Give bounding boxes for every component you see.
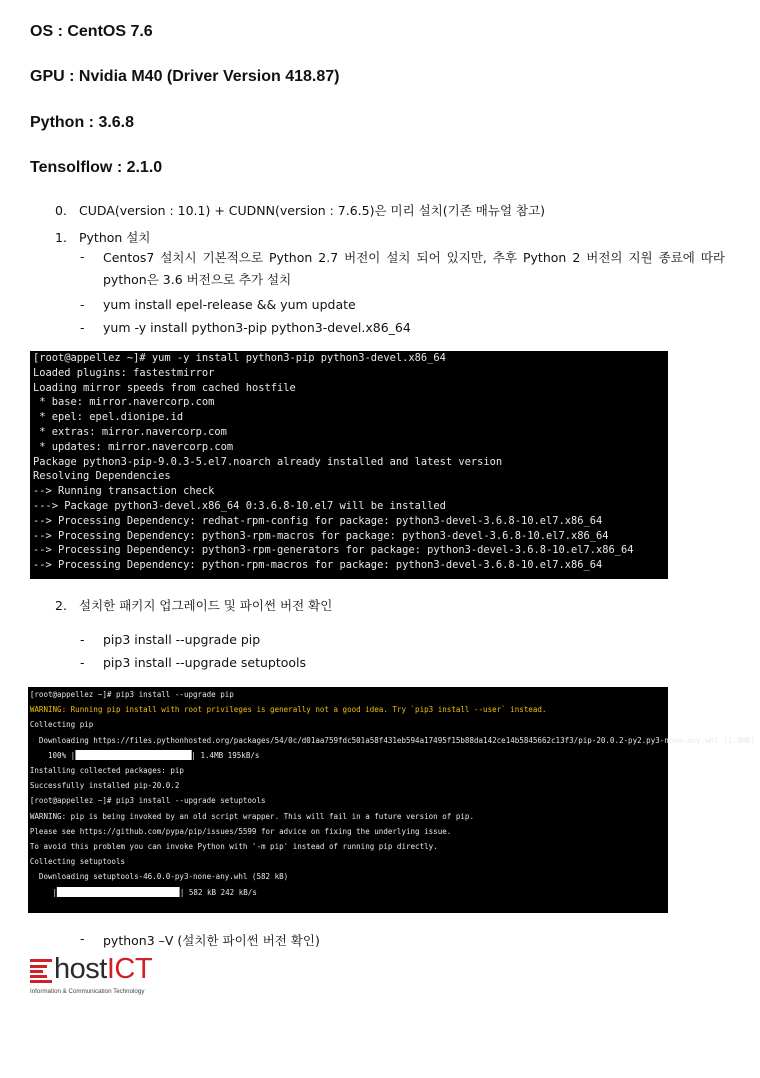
logo-wordmark: hostICT	[54, 953, 153, 985]
progress-bar	[75, 750, 191, 760]
step-number: 1.	[55, 230, 67, 245]
terminal-screenshot-yum	[30, 351, 668, 579]
step-2	[55, 596, 332, 614]
step-0	[55, 201, 545, 219]
terminal-progress-line	[28, 748, 623, 763]
terminal-line: * updates: mirror.navercorp.com	[33, 440, 234, 453]
terminal-line: [root@appellez ~]# pip3 install --upgrade setuptools	[29, 795, 266, 806]
terminal-line: Resolving Dependencies	[33, 470, 171, 483]
terminal-line: WARNING: pip is being invoked by an old script wrapper. This will fail in a future version of pip.	[29, 810, 474, 821]
terminal-line: ---> Package python3-devel.x86_64 0:3.6.8-10.el7 will be installed	[33, 499, 446, 512]
terminal-line: To avoid this problem you can invoke Python with '-m pip' instead of running pip directly.	[29, 841, 438, 852]
command-text: pip3 install --upgrade pip	[103, 632, 261, 647]
terminal-line: [root@appellez ~]# pip3 install --upgrade pip	[29, 689, 234, 699]
step-1	[55, 228, 150, 246]
terminal-line: Collecting setuptools	[29, 856, 126, 867]
tensorflow-heading: Tensolflow : 2.1.0	[30, 159, 163, 176]
step-text: 설치한 패키지 업그레이드 및 파이썬 버전 확인	[79, 598, 333, 613]
bullet-dash: -	[80, 655, 85, 670]
progress-bar	[57, 887, 180, 897]
step-text: CUDA(version : 10.1) + CUDNN(version : 7.6.5)은 미리 설치(기존 매뉴얼 참고)	[79, 203, 546, 218]
python-heading: Python : 3.6.8	[30, 114, 135, 131]
terminal-line: --> Processing Dependency: python-rpm-macros for package: python3-devel-3.6.8-10.el7.x86_64	[33, 559, 603, 572]
terminal-line: [root@appellez ~]# yum -y install python3-pip python3-devel.x86_64	[33, 352, 446, 364]
step-number: 0.	[55, 203, 67, 218]
terminal-line: * extras: mirror.navercorp.com	[33, 425, 227, 438]
os-heading: OS : CentOS 7.6	[30, 23, 153, 40]
terminal-line: --> Processing Dependency: redhat-rpm-config for package: python3-devel-3.6.8-10.el7.x86_64	[33, 514, 603, 527]
bullet-dash: -	[80, 931, 85, 946]
logo-e-mark-icon	[30, 959, 52, 983]
terminal-line: Installing collected packages: pip	[29, 765, 184, 776]
progress-stats: | 582 kB 242 kB/s	[179, 886, 257, 897]
terminal-line: Downloading setuptools-46.0.0-py3-none-any.whl (582 kB)	[29, 871, 289, 882]
gpu-heading: GPU : Nvidia M40 (Driver Version 418.87)	[30, 68, 340, 85]
progress-stats: | 1.4MB 195kB/s	[191, 749, 260, 760]
terminal-line: Loaded plugins: fastestmirror	[33, 366, 215, 379]
terminal-line: Please see https://github.com/pypa/pip/issues/5599 for advice on fixing the underlying issue.	[29, 825, 452, 836]
terminal-screenshot-pip	[28, 687, 755, 913]
progress-percent: 100% |	[29, 749, 76, 760]
progress-prefix: |	[29, 886, 58, 897]
terminal-line: * base: mirror.navercorp.com	[33, 396, 215, 409]
terminal-line: Loading mirror speeds from cached hostfile	[33, 381, 296, 394]
logo-tagline: Information & Communication Technology	[30, 988, 145, 995]
bullet-dash: -	[80, 632, 85, 647]
python-install-note: Centos7 설치시 기본적으로 Python 2.7 버전이 설치 되어 있지만, 추후 Python 2 버전의 지원 종료에 따라 python은 3.6 버전으로 추가 설치	[103, 250, 725, 287]
terminal-line: --> Processing Dependency: python3-rpm-generators for package: python3-devel-3.6.8-10.el7.x86_64	[33, 544, 634, 557]
terminal-line: --> Running transaction check	[33, 485, 215, 498]
command-text: python3 –V (설치한 파이썬 버전 확인)	[103, 933, 320, 948]
command-text: yum -y install python3-pip python3-devel.x86_64	[103, 320, 411, 335]
step-text: Python 설치	[79, 230, 151, 245]
bullet-dash: -	[80, 297, 85, 312]
step-number: 2.	[55, 598, 67, 613]
command-text: yum install epel-release && yum update	[103, 297, 356, 312]
terminal-line: Collecting pip	[29, 719, 94, 730]
bullet-dash: -	[80, 320, 85, 335]
terminal-line: Package python3-pip-9.0.3-5.el7.noarch already installed and latest version	[33, 455, 503, 468]
terminal-line: * epel: epel.dionipe.id	[33, 411, 184, 424]
terminal-line: --> Processing Dependency: python3-rpm-macros for package: python3-devel-3.6.8-10.el7.x86_64	[33, 529, 609, 542]
terminal-warning-line: WARNING: Running pip install with root privileges is generally not a good idea. Try `pip3 install --user` instead.	[29, 704, 547, 715]
terminal-progress-line	[28, 885, 623, 900]
bullet-dash: -	[80, 249, 85, 264]
command-text: pip3 install --upgrade setuptools	[103, 655, 307, 670]
terminal-line: Successfully installed pip-20.0.2	[29, 780, 180, 791]
terminal-line: Downloading https://files.pythonhosted.org/packages/54/0c/d01aa759fdc501a58f431eb594a17495f15b88da142ce14b5845662c13f3/pip-20.0.2-py2.py3-none-any.whl (1.4MB)	[29, 734, 755, 745]
